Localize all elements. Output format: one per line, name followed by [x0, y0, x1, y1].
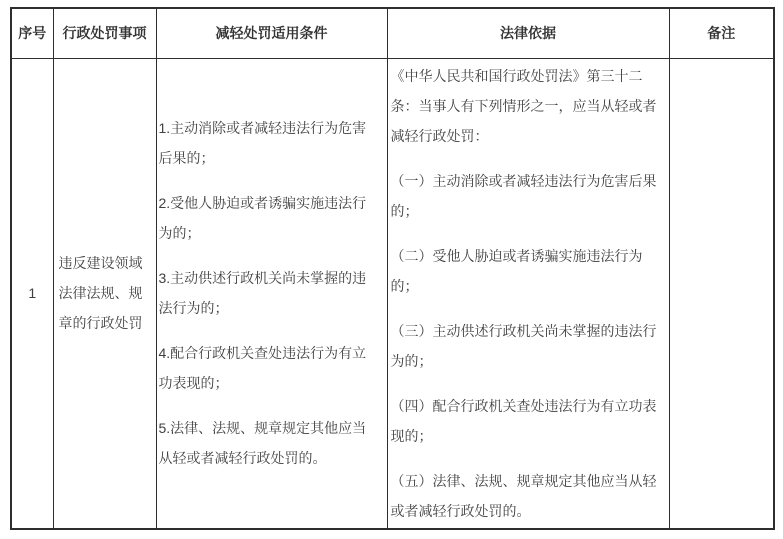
cell-serial-number: 1: [11, 58, 53, 529]
paragraph: 1.主动消除或者减轻违法行为危害后果的；: [158, 120, 367, 167]
header-remarks: 备注: [669, 8, 774, 58]
header-mitigation-conditions: 减轻处罚适用条件: [156, 8, 387, 58]
paragraph: （二）受他人胁迫或者诱骗实施违法行为的；: [390, 247, 643, 294]
cell-remarks: [669, 58, 774, 529]
paragraph: （四）配合行政机关查处违法行为有立功表现的；: [390, 397, 657, 444]
cell-legal-basis: [387, 58, 669, 529]
paragraph: 5.法律、法规、规章规定其他应当从轻或者减轻行政处罚的。: [158, 420, 367, 467]
paragraph: 《中华人民共和国行政处罚法》第三十二条：当事人有下列情形之一，应当从轻或者减轻行政处罚：: [390, 67, 657, 144]
paragraph: （五）法律、法规、规章规定其他应当从轻或者减轻行政处罚的。: [390, 472, 657, 519]
table-row: [11, 58, 774, 529]
header-legal-basis: 法律依据: [387, 8, 669, 58]
penalty-mitigation-table: [10, 7, 775, 530]
cell-penalty-matter: 违反建设领域法律法规、规章的行政处罚: [53, 58, 156, 529]
paragraph: （一）主动消除或者减轻违法行为危害后果的；: [390, 172, 657, 219]
paragraph: 4.配合行政机关查处违法行为有立功表现的；: [158, 345, 367, 392]
header-row: [11, 8, 774, 58]
header-serial-number: 序号: [11, 8, 53, 58]
paragraph: （三）主动供述行政机关尚未掌握的违法行为的；: [390, 322, 657, 369]
paragraph: 3.主动供述行政机关尚未掌握的违法行为的；: [158, 270, 367, 317]
header-penalty-matter: 行政处罚事项: [53, 8, 156, 58]
paragraph: 2.受他人胁迫或者诱骗实施违法行为的；: [158, 195, 367, 242]
cell-mitigation-conditions: [156, 58, 387, 529]
